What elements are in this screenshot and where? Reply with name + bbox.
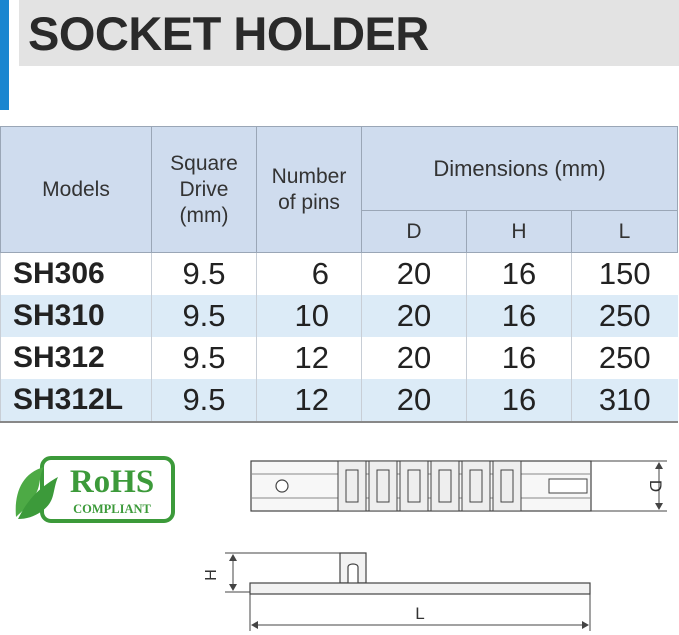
header-d: D (362, 211, 467, 253)
cell-l: 250 (572, 295, 678, 337)
header-square-drive-line2: Drive (179, 177, 229, 201)
end-slot (549, 479, 587, 493)
cell-model: SH310 (1, 295, 152, 337)
table-row (1, 337, 678, 379)
spec-table (0, 126, 678, 423)
header-pins (257, 127, 362, 253)
cell-pins: 12 (257, 379, 362, 422)
page-title: SOCKET HOLDER (28, 7, 429, 60)
page-header (0, 0, 679, 110)
table-row (1, 253, 678, 296)
cell-h: 16 (467, 295, 572, 337)
cell-model: SH312L (1, 379, 152, 422)
dimension-label-l: L (415, 604, 425, 623)
table-row (1, 295, 678, 337)
mounting-hole (276, 480, 288, 492)
cell-drive: 9.5 (152, 337, 257, 379)
cell-d: 20 (362, 379, 467, 422)
socket-clip (338, 461, 366, 511)
cell-l: 250 (572, 337, 678, 379)
rohs-compliant-text: COMPLIANT (73, 502, 151, 516)
header-h: H (467, 211, 572, 253)
dimension-label-d: D (646, 479, 665, 493)
cell-model: SH306 (1, 253, 152, 296)
top-view-drawing (245, 452, 675, 522)
socket-clip (369, 461, 397, 511)
side-view-drawing (200, 545, 600, 633)
header-square-drive (152, 127, 257, 253)
cell-model: SH312 (1, 337, 152, 379)
cell-drive: 9.5 (152, 253, 257, 296)
clip-profile (340, 553, 366, 583)
dimension-label-h: H (203, 569, 220, 581)
cell-h: 16 (467, 379, 572, 422)
cell-h: 16 (467, 253, 572, 296)
cell-pins: 6 (257, 253, 362, 296)
header-dimensions: Dimensions (mm) (362, 127, 678, 211)
header-pins-line2: of pins (278, 190, 340, 214)
rohs-badge (12, 455, 176, 525)
socket-clip (400, 461, 428, 511)
rohs-text: RoHS (69, 464, 155, 500)
cell-d: 20 (362, 253, 467, 296)
header-square-drive-line3: (mm) (179, 203, 229, 227)
cell-d: 20 (362, 295, 467, 337)
header-square-drive-line1: Square (170, 151, 238, 175)
table-row (1, 379, 678, 422)
header-models: Models (1, 127, 152, 253)
cell-drive: 9.5 (152, 379, 257, 422)
socket-clip (462, 461, 490, 511)
rail-profile (250, 583, 590, 594)
cell-drive: 9.5 (152, 295, 257, 337)
socket-clip (431, 461, 459, 511)
socket-clip (493, 461, 521, 511)
cell-h: 16 (467, 337, 572, 379)
cell-l: 150 (572, 253, 678, 296)
cell-pins: 10 (257, 295, 362, 337)
header-l: L (572, 211, 678, 253)
cell-pins: 12 (257, 337, 362, 379)
header-pins-line1: Number (271, 164, 347, 188)
cell-l: 310 (572, 379, 678, 422)
cell-d: 20 (362, 337, 467, 379)
header-accent-bar (0, 0, 9, 110)
